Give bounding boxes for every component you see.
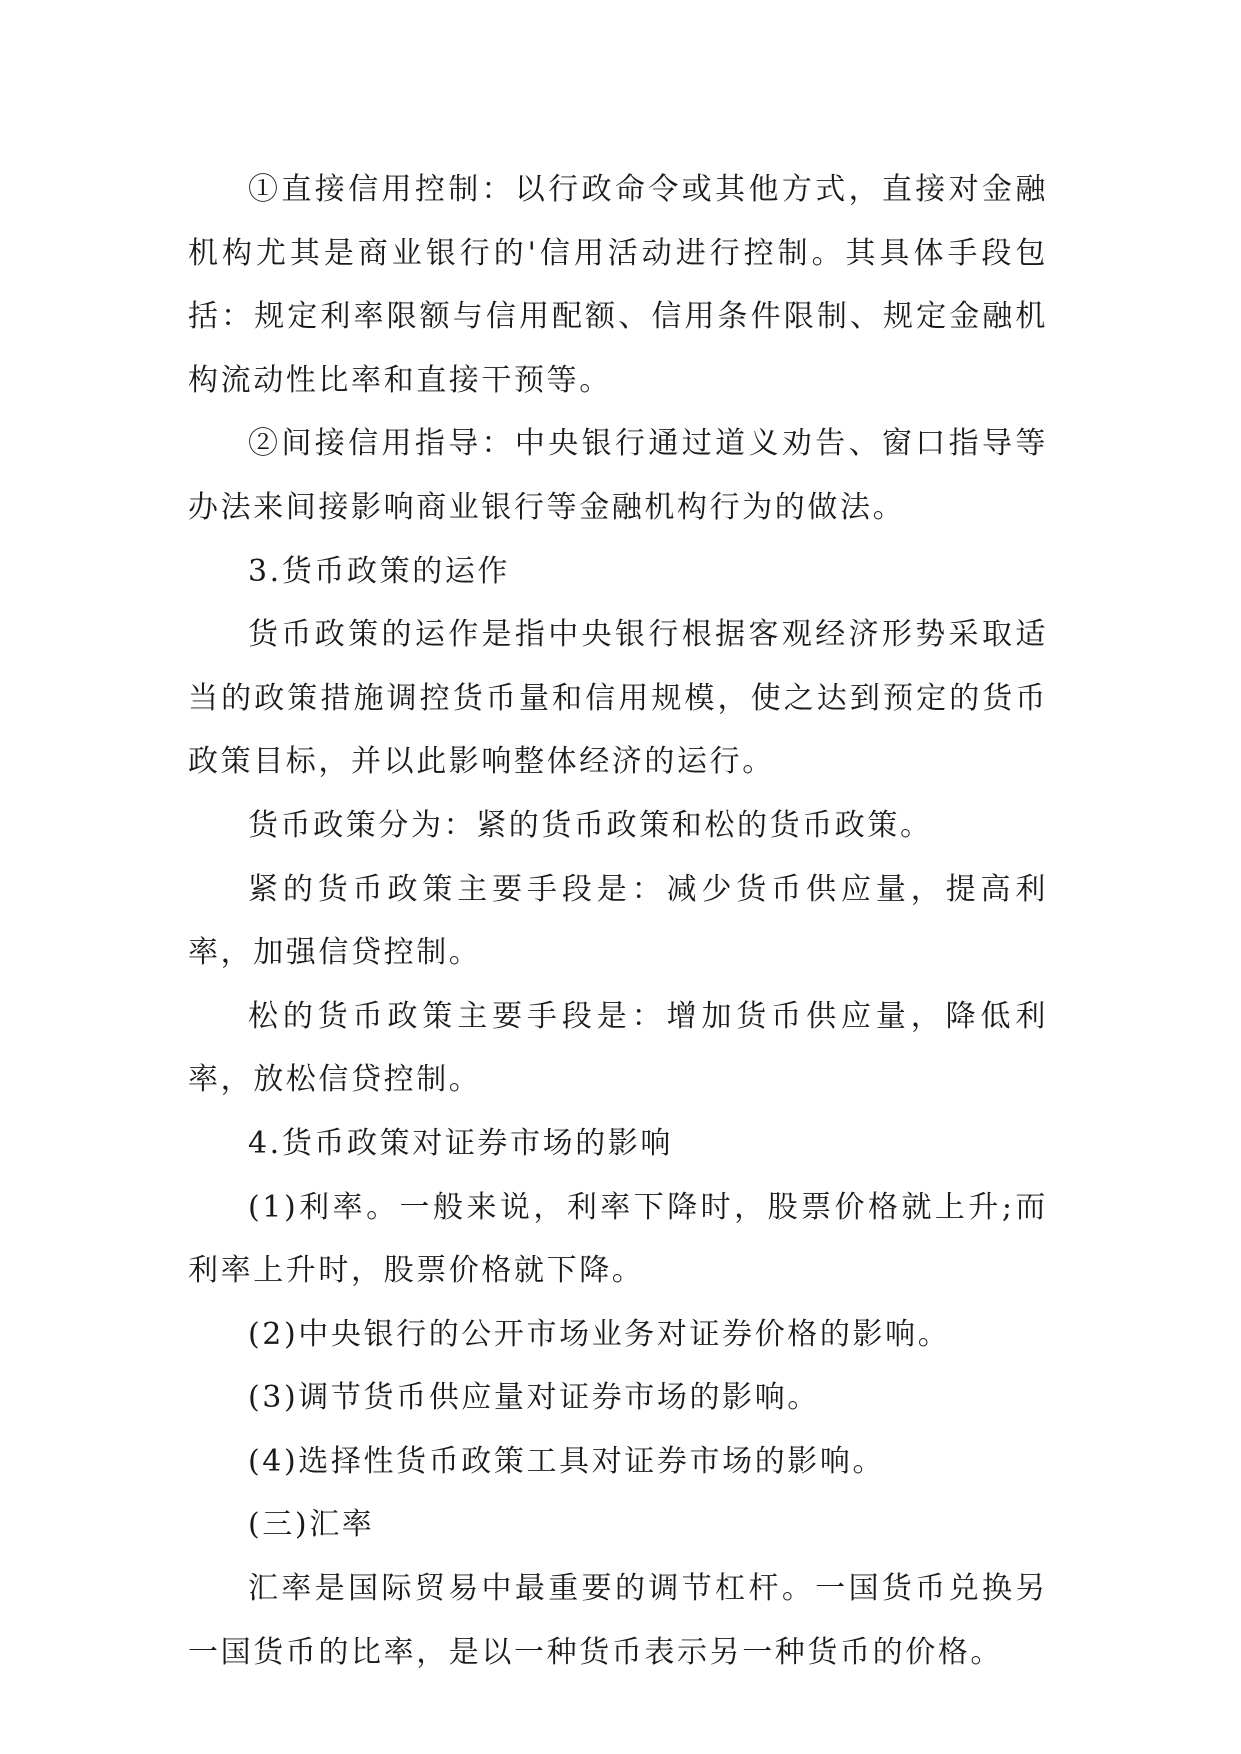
paragraph-money-supply: (3)调节货币供应量对证券市场的影响。 [248,1380,820,1416]
heading-monetary-policy-operation: 3.货币政策的运作 [248,553,511,589]
paragraph-open-market: (2)中央银行的公开市场业务对证券价格的影响。 [248,1316,951,1352]
paragraph-policy-types: 货币政策分为：紧的货币政策和松的货币政策。 [248,807,933,843]
paragraph-direct-credit-control: ①直接信用控制：以行政命令或其他方式，直接对金融机构尤其是商业银行的'信用活动进行控制。其具体手段包括：规定利率限额与信用配额、信用条件限制、规定金融机构流动性比率和直接干预等。 [188,172,1048,398]
paragraph-loose-policy: 松的货币政策主要手段是：增加货币供应量，降低利率，放松信贷控制。 [188,998,1048,1098]
heading-policy-impact-securities: 4.货币政策对证券市场的影响 [248,1125,674,1161]
paragraph-indirect-credit-guidance: ②间接信用指导：中央银行通过道义劝告、窗口指导等办法来间接影响商业银行等金融机构行为的做法。 [188,426,1048,525]
paragraph-monetary-policy-operation: 货币政策的运作是指中央银行根据客观经济形势采取适当的政策措施调控货币量和信用规模，使之达到预定的货币政策目标，并以此影响整体经济的运行。 [188,617,1048,780]
paragraph-tight-policy: 紧的货币政策主要手段是：减少货币供应量，提高利率，加强信贷控制。 [188,871,1048,971]
paragraph-selective-tools: (4)选择性货币政策工具对证券市场的影响。 [248,1443,886,1479]
document-body [188,158,1048,1684]
paragraph-interest-rate: (1)利率。一般来说，利率下降时，股票价格就上升;而利率上升时，股票价格就下降。 [188,1189,1048,1289]
heading-exchange-rate: (三)汇率 [248,1507,375,1543]
paragraph-exchange-rate: 汇率是国际贸易中最重要的调节杠杆。一国货币兑换另一国货币的比率，是以一种货币表示另一种货币的价格。 [188,1571,1048,1670]
